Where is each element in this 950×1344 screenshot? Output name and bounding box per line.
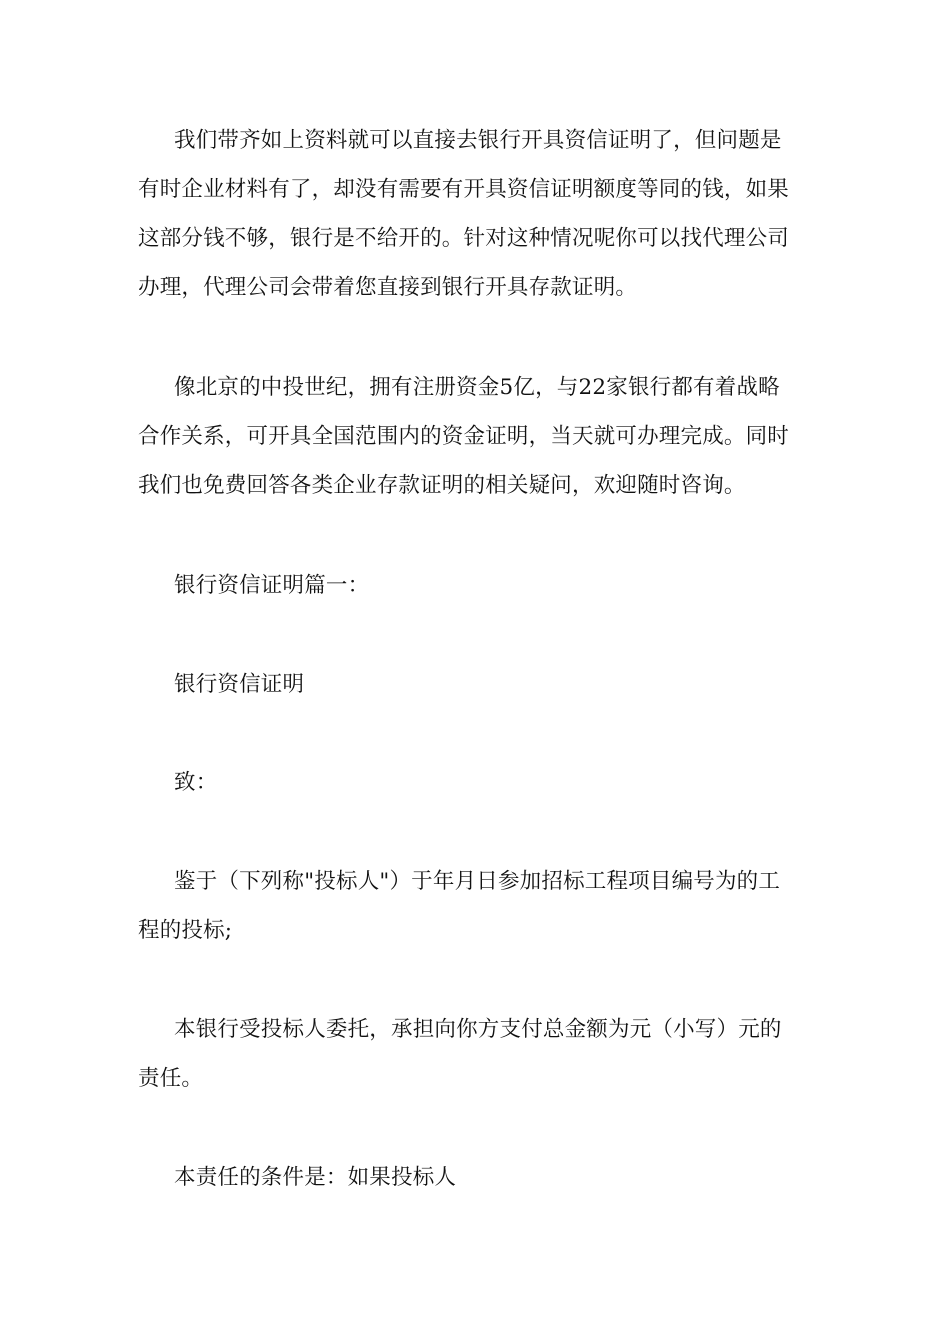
paragraph-bank-credit-intro xyxy=(138,116,810,312)
text-line: 本银行受投标人委托，承担向你方支付总金额为元（小写）元的 xyxy=(174,1017,782,1042)
text-line: 有时企业材料有了，却没有需要有开具资信证明额度等同的钱，如果 xyxy=(138,177,790,202)
text-line: 像北京的中投世纪，拥有注册资金5亿，与22家银行都有着战略 xyxy=(174,375,780,400)
paragraph-bidder xyxy=(138,857,810,955)
text-line: 我们也免费回答各类企业存款证明的相关疑问，欢迎随时咨询。 xyxy=(138,473,746,498)
paragraph-agency-info xyxy=(138,363,810,510)
text-line: 这部分钱不够，银行是不给开的。针对这种情况呢你可以找代理公司 xyxy=(138,226,790,251)
text-line: 办理，代理公司会带着您直接到银行开具存款证明。 xyxy=(138,275,638,300)
text-line: 本责任的条件是：如果投标人 xyxy=(174,1165,457,1190)
paragraph-liability xyxy=(138,1005,810,1103)
salutation xyxy=(138,758,810,807)
text-line: 银行资信证明 xyxy=(174,672,305,697)
text-line: 我们带齐如上资料就可以直接去银行开具资信证明了，但问题是 xyxy=(174,128,782,153)
text-line: 程的投标; xyxy=(138,918,233,943)
section-heading xyxy=(138,561,810,610)
text-line: 合作关系，可开具全国范围内的资金证明，当天就可办理完成。同时 xyxy=(138,424,790,449)
text-line: 致： xyxy=(174,770,218,795)
text-line: 鉴于（下列称"投标人"）于年月日参加招标工程项目编号为的工 xyxy=(174,869,781,894)
paragraph-conditions xyxy=(138,1153,810,1202)
text-line: 银行资信证明篇一： xyxy=(174,573,370,598)
text-line: 责任。 xyxy=(138,1066,204,1091)
document-title xyxy=(138,660,810,709)
